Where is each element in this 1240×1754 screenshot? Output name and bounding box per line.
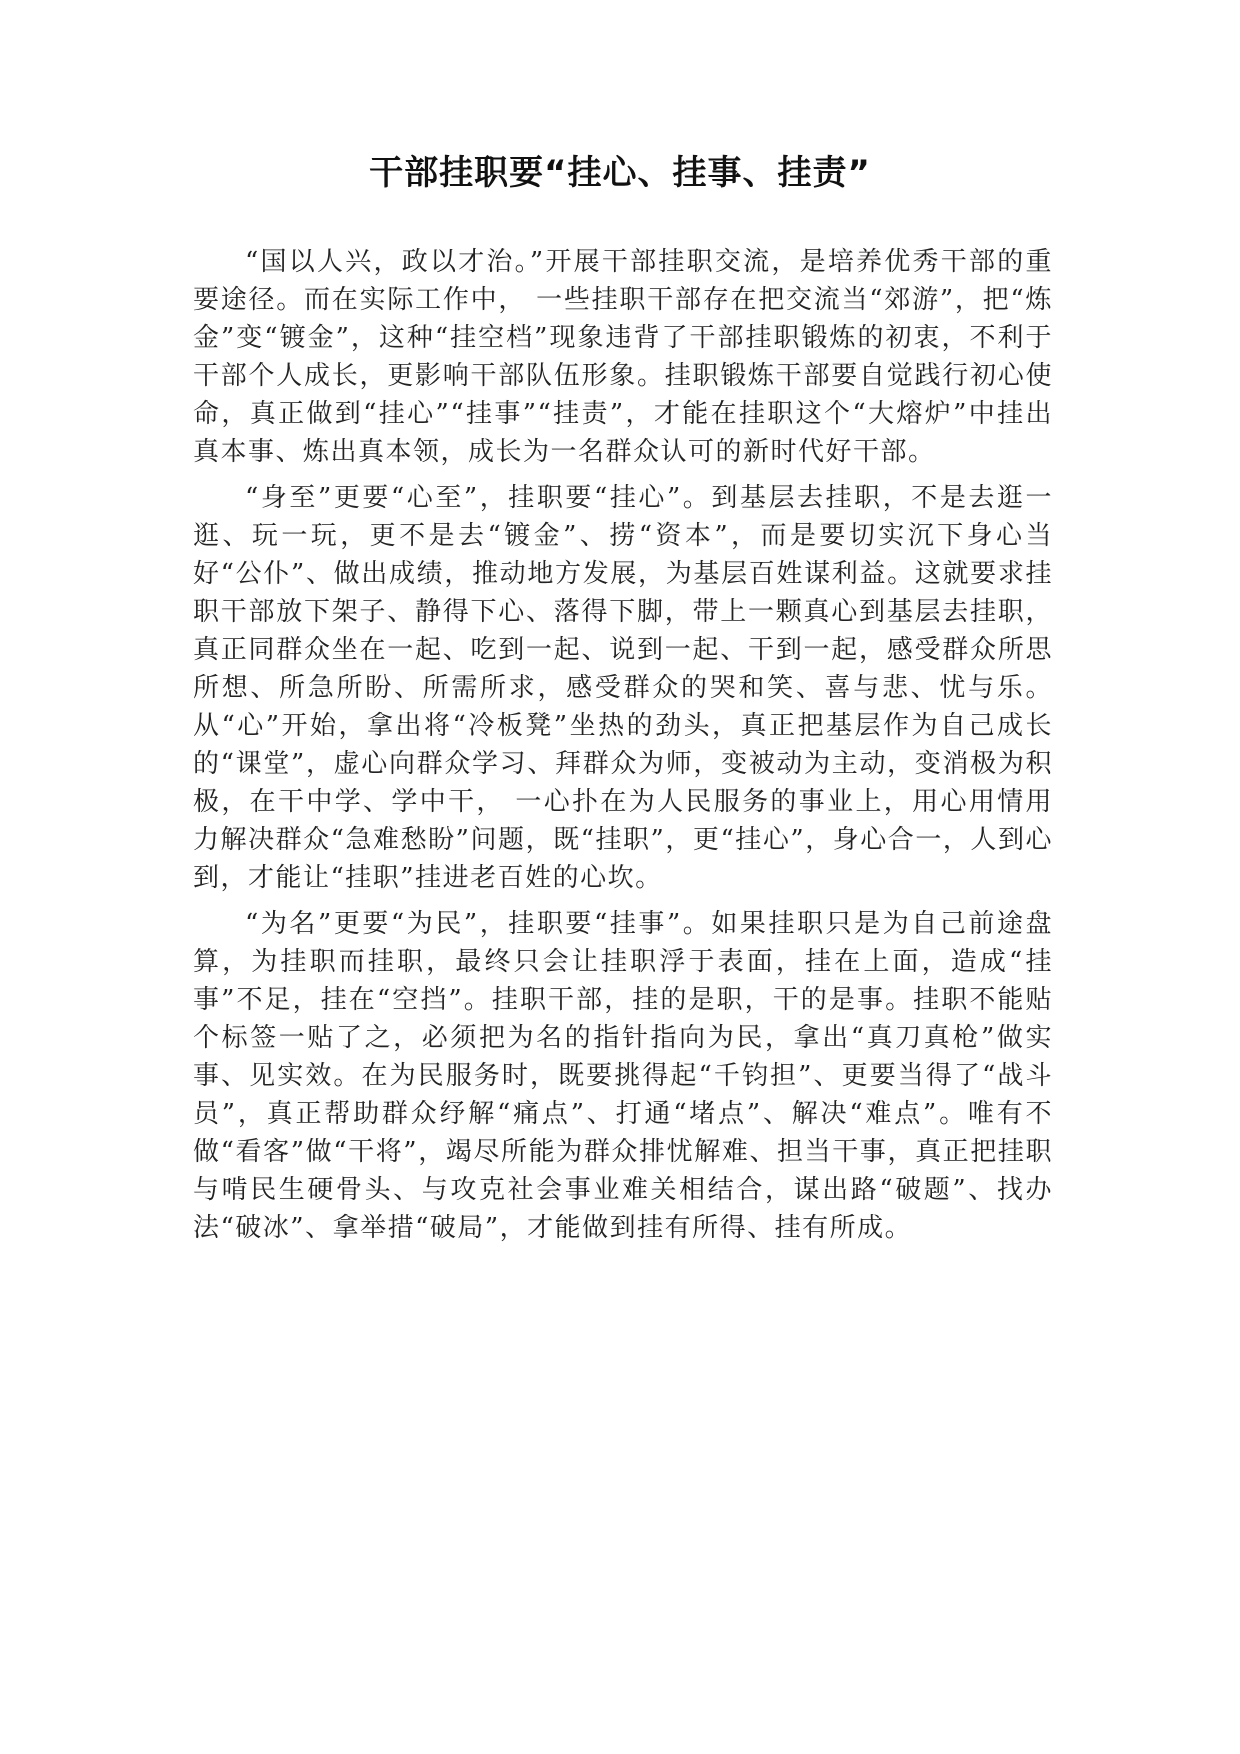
paragraph-heart: “身至”更要“心至”，挂职要“挂心”。到基层去挂职，不是去逛一逛、玩一玩，更不是去“镀金”、捞“资本”，而是要切实沉下身心当好“公仆”、做出成绩，推动地方发展，为基层百姓谋利益。这就要求挂职干部放下架子、静得下心、落得下脚，带上一颗真心到基层去挂职，真正同群众坐在一起、吃到一起、说到一起、干到一起，感受群众所思所想、所急所盼、所需所求，感受群众的哭和笑、喜与悲、忧与乐。从“心”开始，拿出将“冷板凳”坐热的劲头，真正把基层作为自己成长的“课堂”，虚心向群众学习、拜群众为师，变被动为主动，变消极为积极，在干中学、学中干， 一心扑在为人民服务的事业上，用心用情用力解决群众“急难愁盼”问题，既“挂职”，更“挂心”，身心合一，人到心到，才能让“挂职”挂进老百姓的心坎。	[193, 483, 1053, 893]
paragraph-work: “为名”更要“为民”，挂职要“挂事”。如果挂职只是为自己前途盘算，为挂职而挂职，最终只会让挂职浮于表面，挂在上面，造成“挂事”不足，挂在“空挡”。挂职干部，挂的是职，干的是事。挂职不能贴个标签一贴了之，必须把为名的指针指向为民，拿出“真刀真枪”做实事、见实效。在为民服务时，既要挑得起“千钧担”、更要当得了“战斗员”，真正帮助群众纾解“痛点”、打通“堵点”、解决“难点”。唯有不做“看客”做“干将”，竭尽所能为群众排忧解难、担当干事，真正把挂职与啃民生硬骨头、与攻克社会事业难关相结合，谋出路“破题”、找办法“破冰”、拿举措“破局”，才能做到挂有所得、挂有所成。	[193, 909, 1053, 1243]
document-body	[193, 243, 1053, 1255]
paragraph-intro: “国以人兴，政以才治。”开展干部挂职交流，是培养优秀干部的重要途径。而在实际工作中， 一些挂职干部存在把交流当“郊游”，把“炼金”变“镀金”，这种“挂空档”现象违背了干部挂职锻炼的初衷，不利于干部个人成长，更影响干部队伍形象。挂职锻炼干部要自觉践行初心使命，真正做到“挂心”“挂事”“挂责”，才能在挂职这个“大熔炉”中挂出真本事、炼出真本领，成长为一名群众认可的新时代好干部。	[193, 247, 1053, 467]
document-title: 干部挂职要“挂心、挂事、挂责”	[369, 153, 871, 193]
